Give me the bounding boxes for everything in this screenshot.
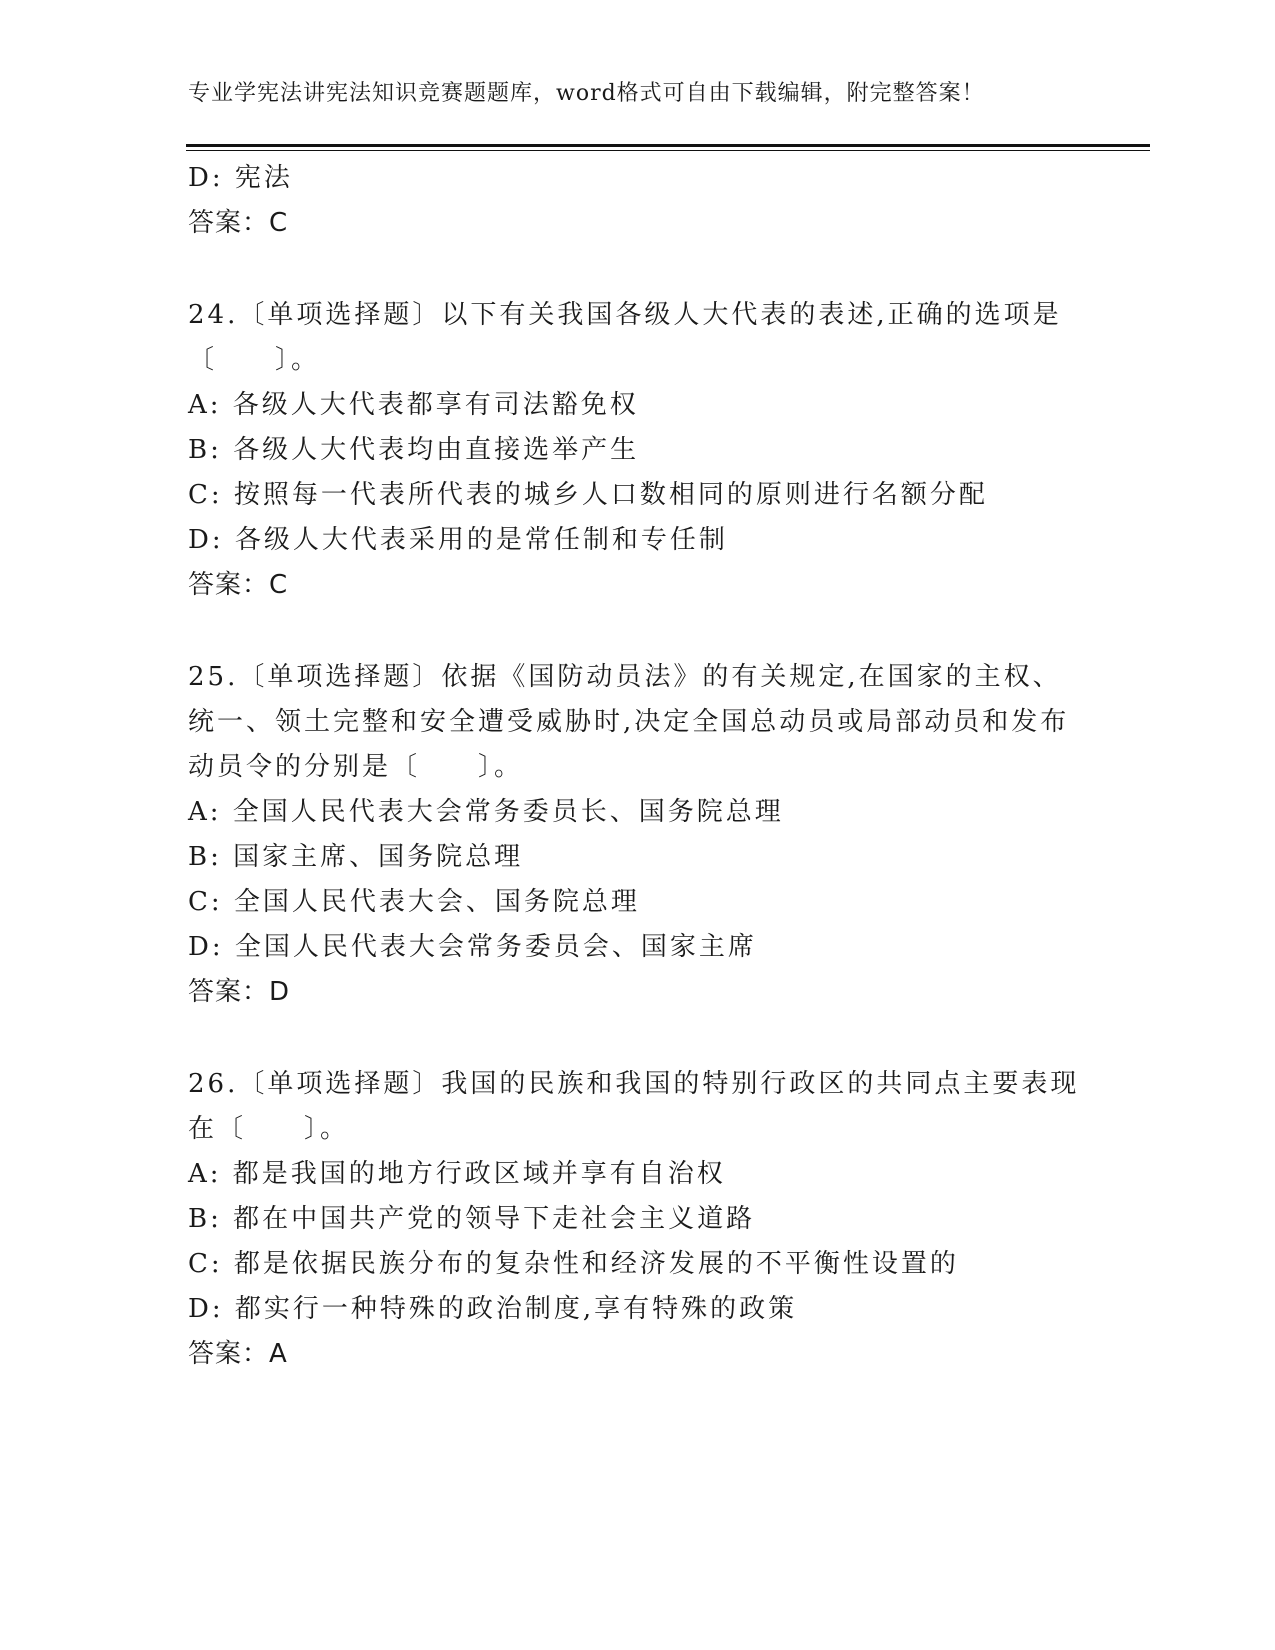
header-divider-thin xyxy=(186,150,1150,151)
option-a: A: 全国人民代表大会常务委员长、国务院总理 xyxy=(188,797,784,827)
answer-line: 答案：C xyxy=(188,570,289,600)
question-stem: 在〔 〕。 xyxy=(188,1114,350,1144)
answer-line: 答案：C xyxy=(188,208,289,238)
question-stem: 〔 〕。 xyxy=(188,345,321,375)
option-c: C: 全国人民代表大会、国务院总理 xyxy=(188,887,640,917)
answer-line: 答案：A xyxy=(188,1339,288,1369)
option-b: B: 国家主席、国务院总理 xyxy=(188,842,524,872)
question-block xyxy=(188,655,1088,1015)
option-a: A: 都是我国的地方行政区域并享有自治权 xyxy=(188,1159,726,1189)
option-d: D: 各级人大代表采用的是常任制和专任制 xyxy=(188,525,728,555)
question-stem: 24.〔单项选择题〕以下有关我国各级人大代表的表述,正确的选项是 xyxy=(188,300,1062,330)
option-d: D: 都实行一种特殊的政治制度,享有特殊的政策 xyxy=(188,1294,798,1324)
option-c: C: 按照每一代表所代表的城乡人口数相同的原则进行名额分配 xyxy=(188,480,988,510)
option-c: C: 都是依据民族分布的复杂性和经济发展的不平衡性设置的 xyxy=(188,1249,959,1279)
option-b: B: 各级人大代表均由直接选举产生 xyxy=(188,435,640,465)
question-stem: 统一、领土完整和安全遭受威胁时,决定全国总动员或局部动员和发布 xyxy=(188,707,1070,737)
question-stem: 25.〔单项选择题〕依据《国防动员法》的有关规定,在国家的主权、 xyxy=(188,662,1062,692)
option-b: B: 都在中国共产党的领导下走社会主义道路 xyxy=(188,1204,756,1234)
question-block xyxy=(188,293,1088,608)
page-header: 专业学宪法讲宪法知识竞赛题题库，word格式可自由下载编辑，附完整答案！ xyxy=(188,81,985,106)
question-stem: 动员令的分别是〔 〕。 xyxy=(188,752,524,782)
question-stem: 26.〔单项选择题〕我国的民族和我国的特别行政区的共同点主要表现 xyxy=(188,1069,1080,1099)
option-a: A: 各级人大代表都享有司法豁免权 xyxy=(188,390,639,420)
question-list xyxy=(188,156,1088,1377)
question-block xyxy=(188,1062,1088,1377)
header-divider xyxy=(186,144,1150,147)
option-d: D: 宪法 xyxy=(188,163,293,193)
option-d: D: 全国人民代表大会常务委员会、国家主席 xyxy=(188,932,757,962)
answer-line: 答案：D xyxy=(188,977,291,1007)
